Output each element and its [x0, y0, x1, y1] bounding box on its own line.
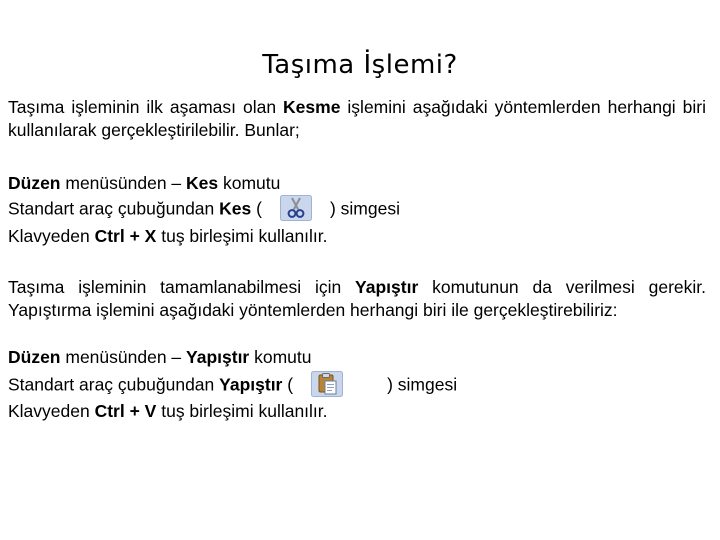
- paste-keyboard-text-2: tuş birleşimi kullanılır.: [156, 401, 328, 421]
- cut-method-toolbar: [8, 197, 400, 223]
- cut-menu-bold-kes: Kes: [186, 173, 219, 193]
- paste-text-1: Taşıma işleminin tamamlanabilmesi için: [8, 277, 356, 297]
- cut-method-menu: [8, 172, 280, 195]
- paste-method-menu: [8, 346, 312, 369]
- cut-toolbar-text-1: Standart araç çubuğundan: [8, 198, 220, 219]
- cut-toolbar-text-3: ) simgesi: [329, 198, 400, 219]
- paste-toolbar-bold-yapistir: Yapıştır: [219, 374, 283, 395]
- paste-text-2: komutunun da verilmesi gerekir. Yapıştırma işlemini aşağıdaki yöntemlerden herhangi biri ile gerçekleştirebiliriz:: [8, 277, 706, 320]
- paste-method-toolbar: [8, 373, 457, 399]
- cut-menu-text-2: komutu: [218, 173, 281, 193]
- intro-bold-kesme: Kesme: [283, 97, 341, 117]
- cut-keyboard-bold-ctrlx: Ctrl + X: [94, 226, 157, 246]
- paste-menu-text-2: komutu: [249, 347, 312, 367]
- paste-toolbar-text-3: ) simgesi: [387, 374, 458, 395]
- paste-keyboard-bold-ctrlv: Ctrl + V: [94, 401, 157, 421]
- scissors-icon: [280, 195, 312, 221]
- cut-keyboard-text-2: tuş birleşimi kullanılır.: [156, 226, 328, 246]
- paste-paragraph: [8, 276, 706, 322]
- paste-keyboard-text-1: Klavyeden: [8, 401, 95, 421]
- cut-menu-text-1: menüsünden –: [60, 173, 187, 193]
- intro-paragraph: [8, 96, 706, 142]
- paste-menu-bold-yapistir: Yapıştır: [186, 347, 250, 367]
- cut-toolbar-bold-kes: Kes: [219, 198, 252, 219]
- intro-text-1: Taşıma işleminin ilk aşaması olan: [8, 97, 284, 117]
- paste-menu-bold-duzen: Düzen: [8, 347, 61, 367]
- page-title: Taşıma İşlemi?: [262, 50, 458, 80]
- cut-method-keyboard: [8, 225, 328, 248]
- cut-menu-bold-duzen: Düzen: [8, 173, 61, 193]
- paste-toolbar-text-1: Standart araç çubuğundan: [8, 374, 220, 395]
- paste-method-keyboard: [8, 400, 328, 423]
- clipboard-paste-icon: [311, 371, 343, 397]
- intro-text-2: işlemini aşağıdaki yöntemlerden herhangi biri kullanılarak gerçekleştirilebilir. Bunlar;: [8, 97, 706, 140]
- cut-toolbar-text-2: (: [251, 198, 262, 219]
- paste-toolbar-text-2: (: [282, 374, 294, 395]
- paste-menu-text-1: menüsünden –: [60, 347, 187, 367]
- paste-bold-yapistir: Yapıştır: [355, 277, 419, 297]
- cut-keyboard-text-1: Klavyeden: [8, 226, 95, 246]
